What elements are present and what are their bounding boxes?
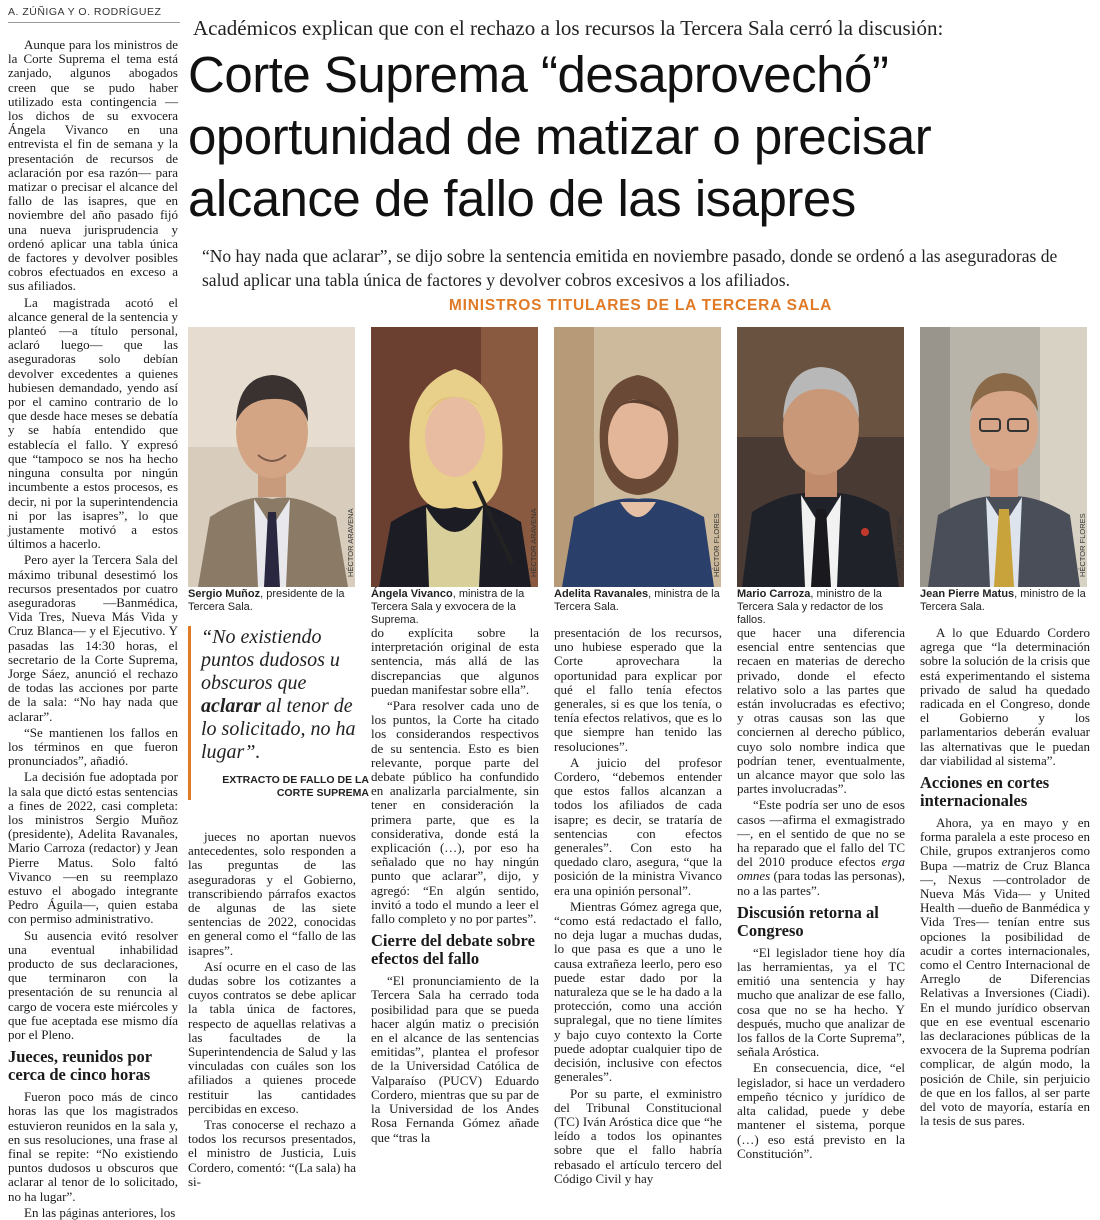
deck: “No hay nada que aclarar”, se dijo sobre la sentencia emitida en noviembre pasado, donde se ordenó a las aseguradoras de salud aplicar una tabla única de factores y devolver cobros excesivos a los afiliados. (202, 246, 1058, 290)
paragraph: Mientras Gómez agrega que, “como está redactado el fallo, no deja lugar a muchas dudas, lo que pasa es que a uno le causa extrañeza leerlo, pero eso puede estar dado por la naturaleza que se le ha dado a la protección, como una acción supralegal, que no tiene límites y bajo cuyo contexto la Corte puede adoptar cualquier tipo de decisión, inclusive con efectos generales”. (554, 898, 722, 1085)
photo-adelita-ravanales (554, 327, 721, 587)
paragraph: “Se mantienen los fallos en los términos en que fueron pronunciados”, añadió. (8, 724, 178, 769)
paragraph: A lo que Eduardo Cordero agrega que “la determinación sobre la solución de la crisis que está experimentando el sistema privado de salud ha quedado radicada en el Congreso, donde el Gobierno y los parlamentarios deberán evaluar las alternativas que le puedan dar viabilidad al sistema”. (920, 625, 1090, 768)
article-column-5 (737, 625, 905, 1161)
paragraph (737, 798, 905, 897)
article-column-6 (920, 625, 1090, 1129)
caption-desc: , presidente de la Tercera Sala. (188, 588, 345, 613)
caption-name: Ángela Vivanco (371, 588, 453, 600)
caption-name: Mario Carroza (737, 588, 811, 600)
pq-before: “No existiendo puntos dudosos u obscuros que (201, 626, 340, 694)
headline (188, 44, 1093, 230)
photo-angela-vivanco (371, 327, 538, 587)
photo-caption (554, 588, 722, 614)
paragraph: Así ocurre en el caso de las dudas sobre los cotizantes a cuyos contratos se debe aplicar la tabla única de factores, respecto de aquellas relativas a las facultades de la Superintendencia de Salud y las vinculadas con cuáles son los afiliados a quienes procede restituir las cantidades percibidas en exceso. (188, 958, 356, 1116)
caption-desc: , ministro de la Tercera Sala. (920, 588, 1086, 613)
paragraph: En consecuencia, dice, “el legislador, si hace un verdadero empeño técnico y jurídico de alta calidad, puede y debe mantener el sistema, porque (…) eso está previsto en la Constitución”. (737, 1060, 905, 1161)
paragraph: “Para resolver cada uno de los puntos, la Corte ha citado los considerandos respectivos de su sentencia. Esto es bien relevante, porque parte del debate público ha confundido en analizarla parcialmente, sin tener en consideración la primera parte, que es la considerativa, donde está la explicación (…), por eso ha señalado que no hay ningún punto que aclarar”, dijo, y agregó: “En algún sentido, invitó a todo el mundo a leer el fallo completo y no por partes”. (371, 698, 539, 927)
photo-credit: HÉCTOR FLORES (712, 513, 721, 577)
photo-mario-carroza (737, 327, 904, 587)
photo-caption (188, 588, 356, 614)
text-run: (para todas las personas), no a las partes”. (737, 868, 905, 898)
caption-desc: , ministra de la Tercera Sala. (554, 588, 720, 613)
headline-line-2: oportunidad de matizar o precisar (188, 108, 932, 165)
pull-quote-source: EXTRACTO DE FALLO DE LA CORTE SUPREMA (222, 774, 369, 799)
article-column-1 (8, 37, 178, 1220)
article-column-2 (188, 829, 356, 1189)
paragraph: A juicio del profesor Cordero, “debemos entender que estos fallos alcanzan a todos los afiliados de cada isapre; es decir, se trataría de sentencias con efectos generales”. Con esto ha quedado claro, asegura, “que la posición de la ministra Vivanco era una opinión personal”. (554, 754, 722, 898)
photo-sergio-munoz (188, 327, 355, 587)
subheading: Cierre del debate sobre efectos del fallo (371, 931, 535, 969)
caption-desc: , ministro de la Tercera Sala y redactor de los fallos. (737, 588, 884, 626)
paragraph: Pero ayer la Tercera Sala del máximo tribunal desestimó los recursos presentados por cuatro aseguradoras —Banmédica, Vida Tres, Nueva Más Vida y Cruz Blanca— y el Ejecutivo. Y pasadas las 14:30 horas, el secretario de la Corte Suprema, Jorge Sáez, anunció el rechazo de todas las acciones por parte de la sala: “No hay nada que aclarar”. (8, 552, 178, 724)
paragraph: La decisión fue adoptada por la sala que dictó estas sentencias a fines de 2022, casi completa: los ministros Sergio Muñoz (presidente), Adelita Ravanales, Mario Carroza (redactor) y Jean Pierre Matus. Solo faltó Vivanco —en su reemplazo estuvo el abogado integrante Pedro Águila—, quien estaba con permiso administrativo. (8, 769, 178, 927)
photo-credit: HÉCTOR ARAVENA (346, 508, 355, 577)
subheading: Discusión retorna al Congreso (737, 902, 879, 940)
pq-highlight: aclarar (201, 695, 261, 717)
pull-quote (188, 626, 369, 800)
kicker: Académicos explican que con el rechazo a los recursos la Tercera Sala cerró la discusión: (193, 16, 944, 40)
headline-line-1: Corte Suprema “desaprovechó” (188, 46, 889, 103)
paragraph: do explícita sobre la interpretación original de esta sentencia, más allá de las discrepancias que algunos puedan manifestar sobre ella”. (371, 625, 539, 697)
paragraph: jueces no aportan nuevos antecedentes, solo responden a las preguntas de las aseguradoras y el Gobierno, transcribiendo párrafos exactos de algunas de las siete sentencias de 2022, conocidas en general como el “fallo de las isapres”. (188, 829, 356, 958)
caption-name: Adelita Ravanales (554, 588, 649, 600)
pull-quote-text (201, 626, 369, 764)
byline: A. ZÚÑIGA Y O. RODRÍGUEZ (8, 6, 180, 23)
paragraph: Su ausencia evitó resolver una eventual inhabilidad producto de sus declaraciones, que terminaron con la presentación de su renuncia al cargo de vocera este miércoles y que fue aceptada ese mismo día por el Pleno. (8, 927, 178, 1043)
photo-caption (920, 588, 1088, 614)
article-column-4 (554, 625, 722, 1186)
section-title: MINISTROS TITULARES DE LA TERCERA SALA (448, 297, 833, 314)
photo-caption (371, 588, 539, 627)
paragraph: Fueron poco más de cinco horas las que los magistrados estuvieron reunidos en la sala y, en sus resoluciones, una frase al final se repite: “No existiendo puntos dudosos u obscuros que aclarar al tenor de lo solicitado, no ha lugar”. (8, 1089, 178, 1204)
paragraph: La magistrada acotó el alcance general de la sentencia y planteó —a título personal, aclaró luego— que las aseguradoras solo debían devolver excedentes a quienes hubiesen demandado, yendo así por el camino contrario de lo que desde hace meses se debatía y se había entendido que establecía el fallo. Y expresó que “tampoco se nos ha hecho ninguna consulta por ningún incumbente a estos procesos, es decir, ni por la superintendencia ni por las isapres”, lo que justamente motivó a estos últimos a hacerlo. (8, 294, 178, 552)
article-column-3 (371, 625, 539, 1145)
paragraph: “El pronunciamiento de la Tercera Sala ha cerrado toda posibilidad para que se pueda hacer algún matiz o precisión en el alcance de las sentencias emitidas”, plantea el profesor de la Universidad Católica de Valparaíso (PUCV) Eduardo Cordero, mientras que su par de la Universidad de los Andes Rosa Fernanda Gómez añade que “tras la (371, 973, 539, 1145)
subheading: Jueces, reunidos por cerca de cinco horas (8, 1047, 152, 1085)
caption-name: Jean Pierre Matus (920, 588, 1015, 600)
subheading: Acciones en cortes internacionales (920, 773, 1050, 811)
paragraph: Tras conocerse el rechazo a todos los recursos presentados, el ministro de Justicia, Luis Cordero, comentó: “(La sala) ha si- (188, 1117, 356, 1189)
paragraph: Aunque para los ministros de la Corte Suprema el tema está zanjado, algunos abogados creen que se pudo haber utilizado esta contingencia —los dichos de su exvocera Ángela Vivanco en una entrevista el fin de semana y la presentación de recursos de aclaración por esa razón— para matizar o precisar el alcance del fallo de las isapres, que en noviembre del año pasado fijó una nueva jurisprudencia y ordenó aplicar una tabla única de factores y devolver posibles cobros efectuados en exceso a sus afiliados. (8, 37, 178, 294)
photo-credit: PODER JUDICIAL (895, 514, 904, 577)
paragraph: que hacer una diferencia esencial entre sentencias que recaen en materias de derecho privado, donde el efecto relativo solo a las partes que están involucradas es efectivo; y otras causas son las que conciernen al derecho público, cuyo solo nombre indica que podrían tener, eventualmente, un alcance mayor que solo las partes involucradas”. (737, 625, 905, 797)
caption-name: Sergio Muñoz (188, 588, 261, 600)
paragraph: presentación de los recursos, uno hubiese esperado que la Corte aprovechara la oportunidad para explicar por qué el fallo tenía efectos generales, si es que los tenía, o tenía efectos relativos, que es lo que siempre han tenido las resoluciones”. (554, 625, 722, 754)
paragraph: Ahora, ya en mayo y en forma paralela a este proceso en Chile, grupos extranjeros como Bupa —matriz de Cruz Blanca—, Nexus —controlador de Nueva Más Vida— y United Health —dueño de Banmédica y Vida Tres— tenían entre sus opciones la posibilidad de acudir a cortes internacionales, como el Centro Internacional de Arreglo de Diferencias Relativas a Inversiones (Ciadi). En el mundo jurídico observan que en ese eventual escenario las declaraciones públicas de la exvocera de la Suprema podrían complicar, de algún modo, la posición de Chile, sin perjuicio de que en los fallos, al ser parte del voto de mayoría, estaría en la tesis de sus pares. (920, 815, 1090, 1129)
headline-line-3: alcance de fallo de las isapres (188, 170, 856, 227)
text-run-italic: erga omnes (737, 854, 905, 884)
paragraph: Por su parte, el exministro del Tribunal Constitucional (TC) Iván Aróstica dice que “he leído a todos los opinantes sobre que el fallo habría rebasado el artículo tercero del Código Civil y hay (554, 1085, 722, 1186)
text-run: “Este podría ser uno de esos casos —afirma el exmagistrado—, en el sentido de que no se ha reparado que el fallo del TC del 2010 produce efectos (737, 797, 905, 870)
pq-after: al tenor de lo solicitado, no ha lugar”. (201, 695, 356, 763)
caption-desc: , ministra de la Tercera Sala y exvocera de la Suprema. (371, 588, 525, 626)
paragraph: “El legislador tiene hoy día las herramientas, ya el TC emitió una sentencia y hay mucho que analizar de ese fallo, cosa que no se ha hecho. Y después, mucho que analizar de los fallos de la Corte Suprema”, señala Aróstica. (737, 944, 905, 1060)
paragraph: En las páginas anteriores, los (24, 1204, 176, 1220)
photo-credit: HÉCTOR FLORES (1078, 513, 1087, 577)
photo-jean-pierre-matus (920, 327, 1087, 587)
photo-caption (737, 588, 905, 627)
photo-credit: HÉCTOR ARAVENA (529, 508, 538, 577)
